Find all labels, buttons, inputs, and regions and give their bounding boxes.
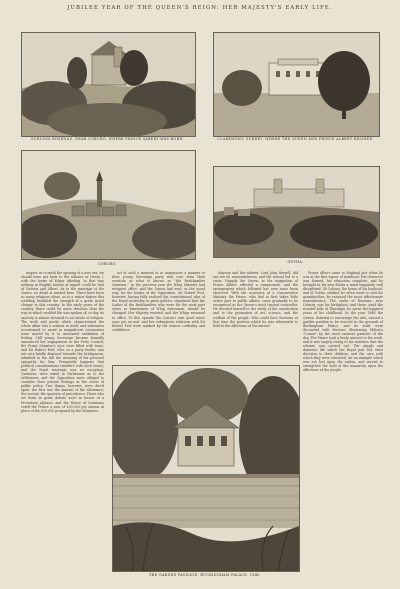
article-column-4: [303, 271, 383, 571]
illustration-claremont: [213, 32, 380, 137]
article-paragraph: inspect as to mark the opening of a new era; we should have got back to the alliance of Henry I. with the house of Edgar Atheling. In that way nothing in English history of import could be that of Victoria and Albert. As to the marriage of the Queen, no detail is needed here. There have been so many religious ideas, as to a minor degree this wedding heralded the strength of a great moral change in this country. In the early years of the century, there could be more devotion than the way in which wedded life was spoken of; to-day, its sanctity is almost elevated to an article of religion. The truth and purity which characterised the whole affair was a sermon in itself, and statesmen accustomed to assist in magnificent ceremonies were moved by it to unwonted exhibition of feeling. Still young Sovereign became formally announced her engagement to the Privy Council, the Prime Minister's eyes were filled with tears; and Sir Robert Peel, who, as a party leader, was not very kindly disposed towards the bridegroom, admitted in the full the meaning of his personal sympathy for him. Frequently happens that political considerations interfere with such feasts; and the Royal marriage was no exception. Questions were asked in Parliament as to the settlement, and the Opposition were obliged to consider their private feelings in the sense of public policy. Two things, however, were dwelt upon: the first was the amount of the allowance; the second, the question of precedence. Those who set them in great debate were in favour of a Protestant alliance, and the House of Commons voted the Prince a sum of £30,000 per annum in place of the £50,000 proposed by the Ministers.: [21, 271, 104, 413]
illustration-schloss-rosenau: [21, 32, 196, 137]
article-paragraph: Prince Albert came to England just when he was in the first vigour of manhood. His character was formed, his education complete, and he brought to his new duties a mind singularly well disciplined. Of Coburg, the home of his boyhood, and of Gotha, whither he often went to visit his grandmother, he retained the most affectionate remembrance. The castle of Rosenau, near Coburg, was his birthplace; and there, amid the wooded hills of Thuringia, he spent the happiest years of his childhood. In the year 1846 the Queen, desiring to encourage the arts, caused a garden pavilion to be erected in the grounds of Buckingham Palace, and its walls were decorated with frescoes illustrating Milton's "Comus" by the most eminent painters of the day. The Prince took a lively interest in the work, and it was largely owing to his initiative that the scheme was carried out. The simple and domestic life which the Royal pair led, their devotion to their children, and the care with which they were educated, set an example which was not lost upon the nation, and served to strengthen the hold of the monarchy upon the affections of the people.: [303, 271, 383, 373]
article-paragraph: Majesty and her adviser, Lord John Russell, did not see its reasonableness, and the refusal led to a crisis. Happily the Queen, at the suggestion of Prince Albert, effected a compromise, and the arrangement which followed has ever since been observed. With the accession of a Conservative Ministry the Prince, who had at first taken little active part in public affairs, came gradually to be recognised as the Queen's most trusted counsellor. He devoted himself to the study of the constitution and to the promotion of art, science, and the welfare of the people. Who could have foreseen at that time the position which he was afterwards to hold in the affections of the nation?: [213, 271, 298, 328]
caption-schloss-rosenau: SCHLOSS ROSENAU, NEAR COBURG, WHERE PRINCE ALBERT WAS BORN.: [31, 137, 184, 141]
caption-claremont: CLAREMONT, SURREY, WHERE THE QUEEN AND PRINCE ALBERT RESIDED.: [217, 137, 374, 141]
article-column-3: [213, 271, 298, 361]
caption-gotha: GOTHA.: [287, 260, 304, 264]
illustration-garden-pavilion: [112, 365, 300, 572]
illustration-coburg: [21, 150, 196, 260]
article-column-1: [21, 271, 104, 571]
illustration-gotha: [213, 166, 380, 258]
page-header: JUBILEE YEAR OF THE QUEEN'S REIGN: HER MAJESTY'S EARLY LIFE.: [67, 5, 333, 11]
caption-coburg: COBURG.: [97, 262, 118, 266]
article-paragraph: act at such a moment in so ungracious a manner to their young Sovereign party zeal rose from their vocation as what is known as "the Bedchamber Question." In the previous year the Whig Ministry had resigned office, and the Queen had sent, in the usual way, for the leader of the Opposition. Sir Robert Peel, however, having fully realised the constitutional idea of the Royal neutrality in party politics, stipulated that the Ladies of the Bedchamber, who were for the most part wives or kinswomen of Whig statesmen, should be changed. Her Majesty resisted, and the Whigs returned to office. To this episode the Queen's own good sense soon put an end, and her subsequent relations with Sir Robert Peel were marked by the utmost cordiality and confidence.: [112, 271, 205, 332]
article-column-2: [112, 271, 205, 361]
caption-garden-pavilion: THE GARDEN PAVILION, BUCKINGHAM PALACE, 1846.: [148, 573, 262, 577]
